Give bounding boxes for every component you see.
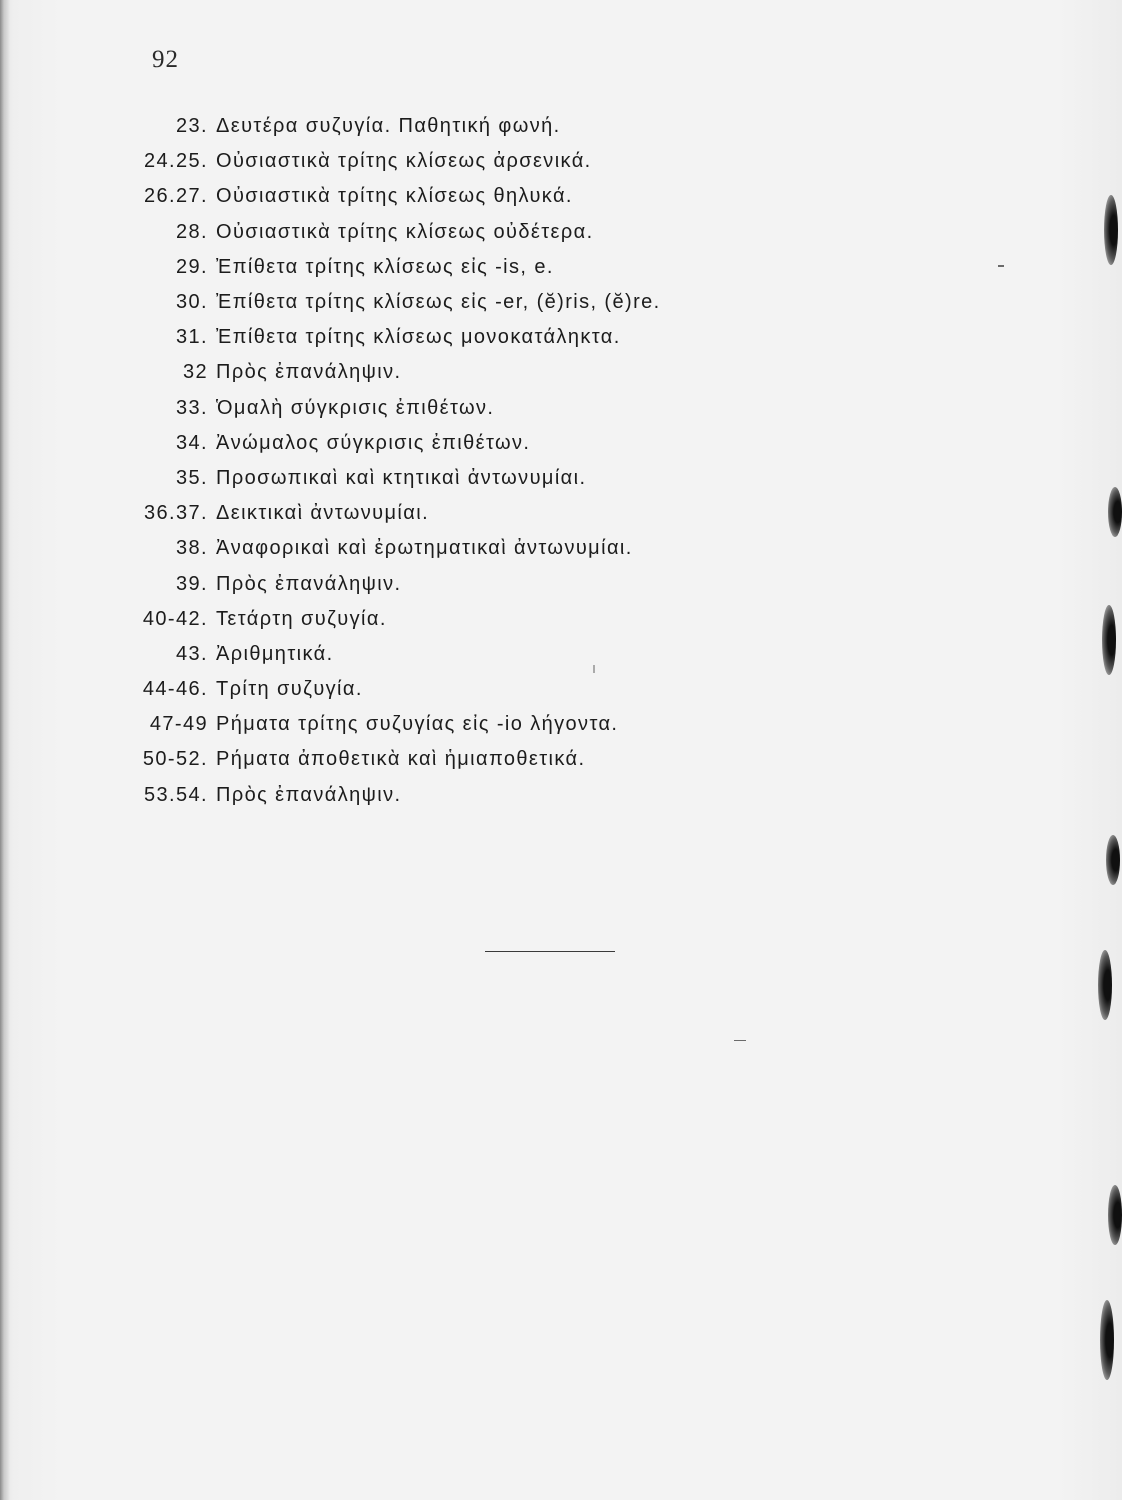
toc-entry-title: Ἐπίθετα τρίτης κλίσεως μονοκατάληκτα.: [216, 326, 621, 349]
toc-entry-number: 23.: [175, 115, 208, 138]
punch-hole-mark: [1108, 487, 1122, 537]
toc-entry: [130, 426, 770, 461]
toc-entry: [130, 215, 770, 250]
toc-entry-number: 38.: [175, 537, 208, 560]
toc-entry-title: Ἀνώμαλος σύγκρισις ἐπιθέτων.: [216, 431, 531, 454]
punch-hole-mark: [1100, 1300, 1114, 1380]
table-of-contents: [130, 109, 770, 813]
toc-entry-title: Δευτέρα συζυγία. Παθητική φωνή.: [216, 115, 561, 138]
toc-entry: [130, 778, 770, 813]
toc-entry-number: 44-46.: [142, 678, 208, 701]
toc-entry-title: Δεικτικαὶ ἀντωνυμίαι.: [216, 502, 430, 525]
toc-entry-title: Τρίτη συζυγία.: [216, 678, 363, 701]
page-binding-edge: [0, 0, 10, 1500]
toc-entry-title: Ρήματα ἀποθετικὰ καὶ ἡμιαποθετικά.: [216, 748, 586, 771]
toc-entry-title: Τετάρτη συζυγία.: [216, 607, 387, 630]
toc-entry: [130, 742, 770, 777]
toc-entry-number: 35.: [175, 466, 208, 489]
toc-entry: [130, 285, 770, 320]
toc-entry: [130, 109, 770, 144]
toc-entry: [130, 355, 770, 390]
toc-entry-number: 40-42.: [142, 607, 208, 630]
toc-entry-title: Ἀριθμητικά.: [216, 642, 334, 665]
punch-hole-mark: [1104, 195, 1118, 265]
toc-entry-title: Πρὸς ἐπανάληψιν.: [216, 572, 402, 595]
toc-entry: [130, 531, 770, 566]
toc-entry-number: 29.: [175, 255, 208, 278]
toc-entry-number: 39.: [175, 572, 208, 595]
toc-entry-number: 32: [182, 361, 208, 384]
end-rule: [485, 951, 615, 952]
toc-entry: [130, 179, 770, 214]
toc-entry-number: 34.: [175, 431, 208, 454]
toc-entry: [130, 637, 770, 672]
scan-speck: [734, 1040, 746, 1041]
toc-entry-number: 28.: [175, 220, 208, 243]
punch-hole-mark: [1098, 950, 1112, 1020]
toc-entry-title: Προσωπικαὶ καὶ κτητικαὶ ἀντωνυμίαι.: [216, 466, 587, 489]
toc-entry-title: Ἐπίθετα τρίτης κλίσεως εἰς -er, (ĕ)ris, (ĕ)re.: [216, 291, 661, 314]
toc-entry-title: Οὐσιαστικὰ τρίτης κλίσεως θηλυκά.: [216, 185, 573, 208]
toc-entry: [130, 496, 770, 531]
toc-entry-number: 53.54.: [143, 783, 208, 806]
toc-entry-number: 24.25.: [143, 150, 208, 173]
toc-entry-title: Ἐπίθετα τρίτης κλίσεως εἰς -is, e.: [216, 255, 554, 278]
toc-entry-number: 31.: [175, 326, 208, 349]
toc-entry-number: 43.: [175, 642, 208, 665]
punch-hole-mark: [1108, 1185, 1122, 1245]
toc-entry: [130, 250, 770, 285]
toc-entry-title: Ὁμαλὴ σύγκρισις ἐπιθέτων.: [216, 396, 495, 419]
toc-entry-title: Πρὸς ἐπανάληψιν.: [216, 361, 402, 384]
toc-entry: [130, 144, 770, 179]
punch-hole-mark: [1106, 835, 1120, 885]
toc-entry: [130, 707, 770, 742]
toc-entry-title: Πρὸς ἐπανάληψιν.: [216, 783, 402, 806]
punch-hole-mark: [1102, 605, 1116, 675]
toc-entry: [130, 672, 770, 707]
toc-entry-title: Ρήματα τρίτης συζυγίας εἰς -io λήγοντα.: [216, 713, 619, 736]
toc-entry: [130, 461, 770, 496]
toc-entry-title: Οὐσιαστικὰ τρίτης κλίσεως ἀρσενικά.: [216, 150, 592, 173]
toc-entry-number: 50-52.: [142, 748, 208, 771]
page-number: 92: [152, 46, 179, 73]
toc-entry: [130, 320, 770, 355]
toc-entry-title: Ἀναφορικαὶ καὶ ἐρωτηματικαὶ ἀντωνυμίαι.: [216, 537, 633, 560]
toc-entry-number: 30.: [175, 291, 208, 314]
toc-entry-number: 26.27.: [143, 185, 208, 208]
toc-entry-number: 36.37.: [143, 502, 208, 525]
toc-entry: [130, 391, 770, 426]
scan-speck: [998, 265, 1004, 267]
scan-speck: [593, 665, 595, 673]
toc-entry: [130, 566, 770, 601]
toc-entry-title: Οὐσιαστικὰ τρίτης κλίσεως οὐδέτερα.: [216, 220, 594, 243]
toc-entry: [130, 602, 770, 637]
toc-entry-number: 47-49: [149, 713, 208, 736]
toc-entry-number: 33.: [175, 396, 208, 419]
